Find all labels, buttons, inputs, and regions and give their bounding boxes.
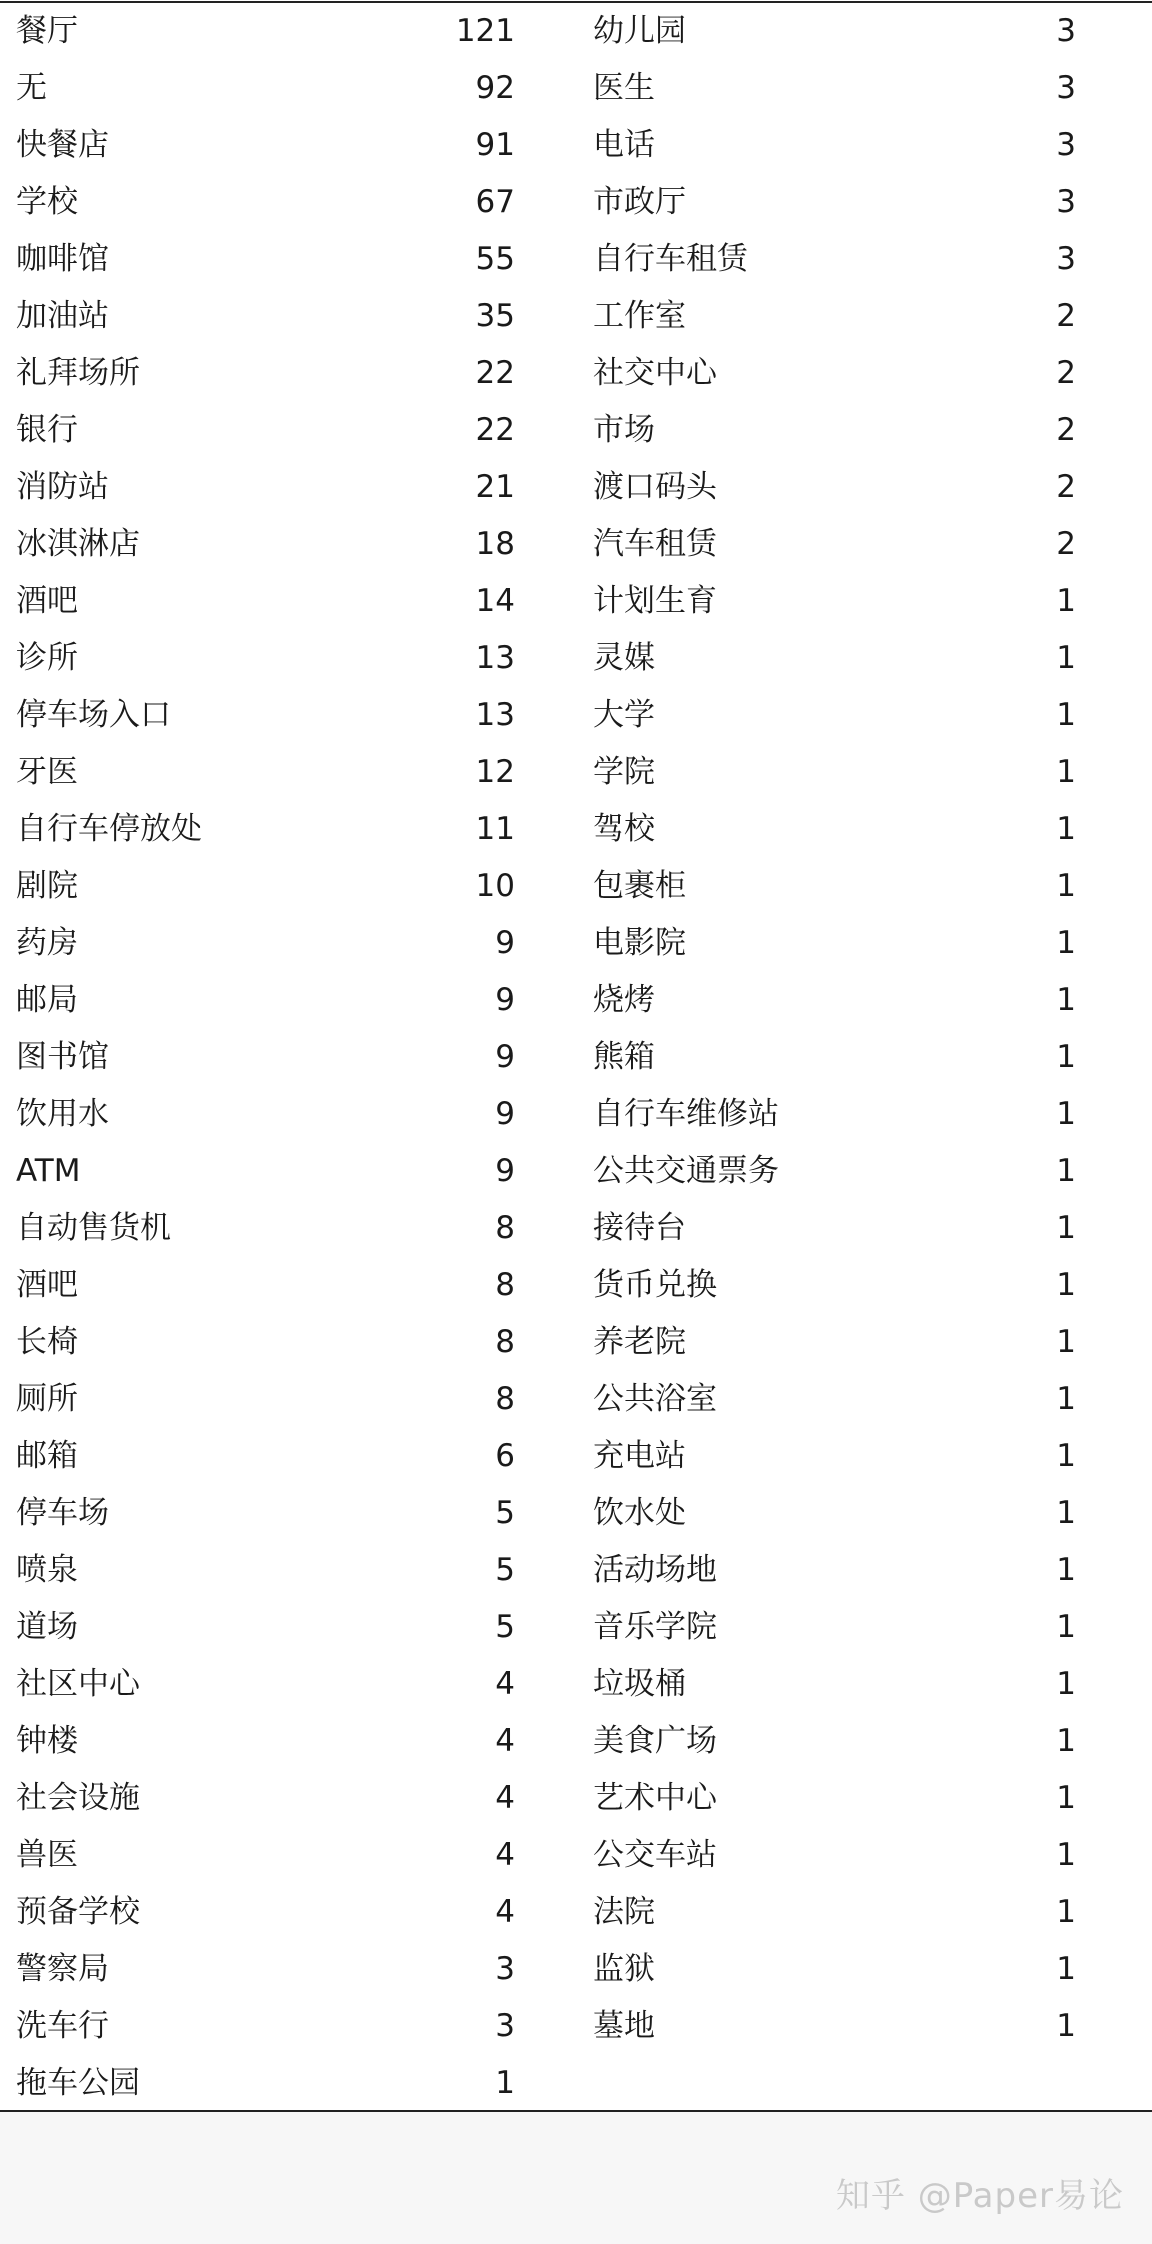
right-name-cell: 社交中心 (593, 355, 717, 391)
left-name-cell: 邮局 (16, 982, 78, 1018)
table-row (0, 174, 1152, 231)
left-count-cell: 92 (475, 70, 515, 106)
table-row (0, 1656, 1152, 1713)
right-name-cell: 包裹柜 (593, 868, 686, 904)
left-count-cell: 3 (495, 2008, 515, 2044)
right-name-cell: 垃圾桶 (593, 1666, 686, 1702)
left-count-cell: 121 (455, 13, 515, 49)
right-count-cell: 3 (1056, 184, 1076, 220)
right-count-cell: 1 (1056, 1666, 1076, 1702)
right-count-cell: 1 (1056, 811, 1076, 847)
right-count-cell: 1 (1056, 640, 1076, 676)
left-count-cell: 12 (475, 754, 515, 790)
right-name-cell: 自行车维修站 (593, 1096, 779, 1132)
left-count-cell: 11 (475, 811, 515, 847)
left-name-cell: 拖车公园 (16, 2065, 140, 2101)
right-count-cell: 2 (1056, 412, 1076, 448)
left-name-cell: 酒吧 (16, 583, 78, 619)
right-name-cell: 市政厅 (593, 184, 686, 220)
right-name-cell: 公共交通票务 (593, 1153, 779, 1189)
left-name-cell: 消防站 (16, 469, 109, 505)
right-count-cell: 2 (1056, 298, 1076, 334)
right-count-cell: 2 (1056, 355, 1076, 391)
left-count-cell: 35 (475, 298, 515, 334)
table-row (0, 915, 1152, 972)
table-row (0, 2055, 1152, 2112)
table-row (0, 1200, 1152, 1257)
right-name-cell: 驾校 (593, 811, 655, 847)
table-row (0, 573, 1152, 630)
table-row (0, 1713, 1152, 1770)
left-count-cell: 22 (475, 412, 515, 448)
left-count-cell: 9 (495, 982, 515, 1018)
right-count-cell: 1 (1056, 1894, 1076, 1930)
left-count-cell: 21 (475, 469, 515, 505)
left-name-cell: 兽医 (16, 1837, 78, 1873)
right-count-cell: 1 (1056, 1438, 1076, 1474)
table-row (0, 744, 1152, 801)
right-name-cell: 公共浴室 (593, 1381, 717, 1417)
left-name-cell: 长椅 (16, 1324, 78, 1360)
right-name-cell: 烧烤 (593, 982, 655, 1018)
left-name-cell: 无 (16, 70, 47, 106)
table-row (0, 459, 1152, 516)
right-name-cell: 美食广场 (593, 1723, 717, 1759)
right-name-cell: 墓地 (593, 2008, 655, 2044)
right-name-cell: 音乐学院 (593, 1609, 717, 1645)
right-count-cell: 1 (1056, 2008, 1076, 2044)
table-row (0, 117, 1152, 174)
left-name-cell: 学校 (16, 184, 78, 220)
table-row (0, 345, 1152, 402)
table-row (0, 1770, 1152, 1827)
left-count-cell: 18 (475, 526, 515, 562)
right-name-cell: 自行车租赁 (593, 241, 748, 277)
table-row (0, 1428, 1152, 1485)
right-count-cell: 1 (1056, 1039, 1076, 1075)
left-name-cell: 餐厅 (16, 13, 78, 49)
table-row (0, 1314, 1152, 1371)
right-name-cell: 大学 (593, 697, 655, 733)
right-count-cell: 1 (1056, 1096, 1076, 1132)
left-count-cell: 9 (495, 1153, 515, 1189)
left-count-cell: 22 (475, 355, 515, 391)
right-name-cell: 渡口码头 (593, 469, 717, 505)
left-count-cell: 10 (475, 868, 515, 904)
left-name-cell: 咖啡馆 (16, 241, 109, 277)
left-name-cell: 邮箱 (16, 1438, 78, 1474)
left-name-cell: 洗车行 (16, 2008, 109, 2044)
left-name-cell: 饮用水 (16, 1096, 109, 1132)
right-name-cell: 灵媒 (593, 640, 655, 676)
right-count-cell: 1 (1056, 1837, 1076, 1873)
right-name-cell: 艺术中心 (593, 1780, 717, 1816)
table-row (0, 1143, 1152, 1200)
left-name-cell: 礼拜场所 (16, 355, 140, 391)
right-name-cell: 养老院 (593, 1324, 686, 1360)
right-name-cell: 学院 (593, 754, 655, 790)
table-row (0, 288, 1152, 345)
right-name-cell: 货币兑换 (593, 1267, 717, 1303)
left-count-cell: 55 (475, 241, 515, 277)
left-count-cell: 6 (495, 1438, 515, 1474)
table-row (0, 1257, 1152, 1314)
right-count-cell: 1 (1056, 1951, 1076, 1987)
table-row (0, 1998, 1152, 2055)
right-name-cell: 工作室 (593, 298, 686, 334)
table-row (0, 516, 1152, 573)
right-name-cell: 饮水处 (593, 1495, 686, 1531)
left-count-cell: 5 (495, 1552, 515, 1588)
right-name-cell: 幼儿园 (593, 13, 686, 49)
table-row (0, 1485, 1152, 1542)
left-name-cell: 道场 (16, 1609, 78, 1645)
right-count-cell: 1 (1056, 1267, 1076, 1303)
left-count-cell: 1 (495, 2065, 515, 2101)
left-count-cell: 5 (495, 1495, 515, 1531)
left-name-cell: 钟楼 (16, 1723, 78, 1759)
left-count-cell: 8 (495, 1381, 515, 1417)
left-name-cell: 药房 (16, 925, 78, 961)
right-count-cell: 1 (1056, 1495, 1076, 1531)
right-count-cell: 1 (1056, 868, 1076, 904)
table-row (0, 60, 1152, 117)
table-row (0, 687, 1152, 744)
left-count-cell: 9 (495, 1096, 515, 1132)
left-count-cell: 67 (475, 184, 515, 220)
right-count-cell: 1 (1056, 754, 1076, 790)
left-name-cell: 停车场 (16, 1495, 109, 1531)
right-count-cell: 1 (1056, 1723, 1076, 1759)
left-name-cell: 快餐店 (16, 127, 109, 163)
table-row (0, 1029, 1152, 1086)
right-count-cell: 1 (1056, 1324, 1076, 1360)
left-name-cell: 预备学校 (16, 1894, 140, 1930)
right-count-cell: 1 (1056, 1381, 1076, 1417)
left-count-cell: 13 (475, 640, 515, 676)
right-name-cell: 法院 (593, 1894, 655, 1930)
table-row (0, 1371, 1152, 1428)
right-name-cell: 监狱 (593, 1951, 655, 1987)
right-count-cell: 1 (1056, 697, 1076, 733)
table-row (0, 1827, 1152, 1884)
right-count-cell: 3 (1056, 127, 1076, 163)
left-count-cell: 8 (495, 1210, 515, 1246)
right-name-cell: 活动场地 (593, 1552, 717, 1588)
left-count-cell: 9 (495, 925, 515, 961)
right-name-cell: 医生 (593, 70, 655, 106)
left-name-cell: ATM (16, 1153, 81, 1189)
left-name-cell: 社会设施 (16, 1780, 140, 1816)
watermark: 知乎 @Paper易论 (835, 2176, 1124, 2216)
left-count-cell: 4 (495, 1837, 515, 1873)
left-count-cell: 8 (495, 1324, 515, 1360)
left-name-cell: 喷泉 (16, 1552, 78, 1588)
table-row (0, 402, 1152, 459)
right-count-cell: 3 (1056, 241, 1076, 277)
left-name-cell: 社区中心 (16, 1666, 140, 1702)
table-row (0, 1941, 1152, 1998)
right-count-cell: 1 (1056, 1153, 1076, 1189)
table-row (0, 1542, 1152, 1599)
right-name-cell: 市场 (593, 412, 655, 448)
left-name-cell: 厕所 (16, 1381, 78, 1417)
right-count-cell: 1 (1056, 583, 1076, 619)
left-count-cell: 5 (495, 1609, 515, 1645)
right-count-cell: 2 (1056, 469, 1076, 505)
right-count-cell: 3 (1056, 13, 1076, 49)
table-row (0, 1599, 1152, 1656)
left-name-cell: 银行 (16, 412, 78, 448)
right-count-cell: 1 (1056, 1609, 1076, 1645)
table-row (0, 858, 1152, 915)
right-name-cell: 接待台 (593, 1210, 686, 1246)
left-count-cell: 8 (495, 1267, 515, 1303)
left-count-cell: 3 (495, 1951, 515, 1987)
left-name-cell: 警察局 (16, 1951, 109, 1987)
right-name-cell: 汽车租赁 (593, 526, 717, 562)
table-row (0, 1884, 1152, 1941)
left-count-cell: 91 (475, 127, 515, 163)
right-count-cell: 1 (1056, 925, 1076, 961)
left-name-cell: 加油站 (16, 298, 109, 334)
left-name-cell: 诊所 (16, 640, 78, 676)
left-count-cell: 14 (475, 583, 515, 619)
right-count-cell: 1 (1056, 1552, 1076, 1588)
table-row (0, 801, 1152, 858)
right-name-cell: 公交车站 (593, 1837, 717, 1873)
table-row (0, 972, 1152, 1029)
left-count-cell: 4 (495, 1723, 515, 1759)
left-count-cell: 13 (475, 697, 515, 733)
table-row (0, 630, 1152, 687)
right-name-cell: 电影院 (593, 925, 686, 961)
left-name-cell: 自行车停放处 (16, 811, 202, 847)
right-name-cell: 电话 (593, 127, 655, 163)
table-row (0, 1086, 1152, 1143)
left-count-cell: 4 (495, 1780, 515, 1816)
right-name-cell: 计划生育 (593, 583, 717, 619)
left-count-cell: 9 (495, 1039, 515, 1075)
left-name-cell: 自动售货机 (16, 1210, 171, 1246)
left-name-cell: 酒吧 (16, 1267, 78, 1303)
left-name-cell: 冰淇淋店 (16, 526, 140, 562)
left-count-cell: 4 (495, 1894, 515, 1930)
right-name-cell: 熊箱 (593, 1039, 655, 1075)
left-name-cell: 停车场入口 (16, 697, 171, 733)
table-row (0, 231, 1152, 288)
left-name-cell: 图书馆 (16, 1039, 109, 1075)
right-name-cell: 充电站 (593, 1438, 686, 1474)
right-count-cell: 1 (1056, 1210, 1076, 1246)
table-row (0, 3, 1152, 60)
right-count-cell: 3 (1056, 70, 1076, 106)
right-count-cell: 1 (1056, 982, 1076, 1018)
right-count-cell: 1 (1056, 1780, 1076, 1816)
right-count-cell: 2 (1056, 526, 1076, 562)
left-count-cell: 4 (495, 1666, 515, 1702)
left-name-cell: 剧院 (16, 868, 78, 904)
left-name-cell: 牙医 (16, 754, 78, 790)
